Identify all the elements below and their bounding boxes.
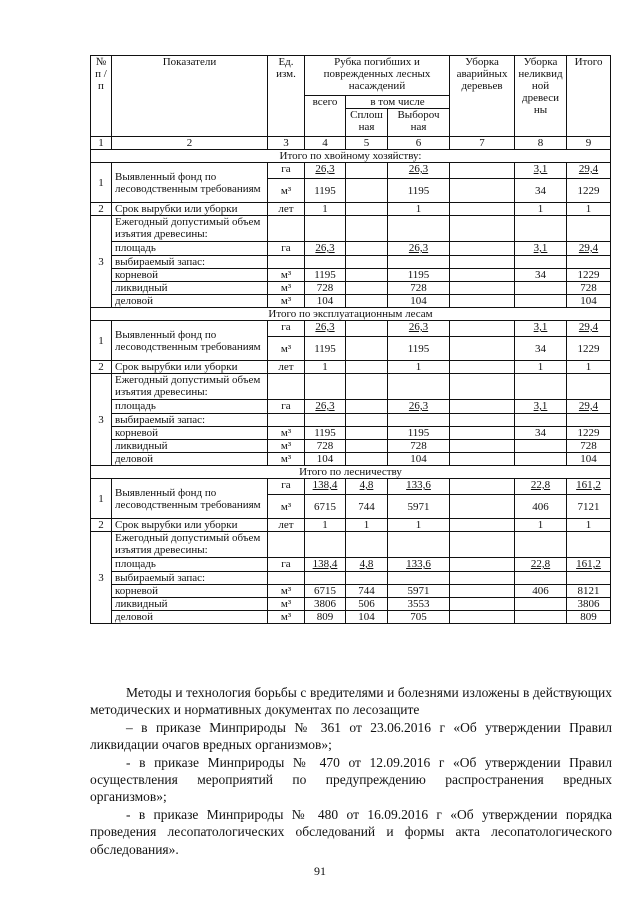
value-cell-sel: 1195 <box>388 179 450 203</box>
unit-cell: м³ <box>268 495 305 519</box>
label-liquid: ликвидный <box>112 598 268 611</box>
value-cell-total: 728 <box>305 440 346 453</box>
value-cell-emerg <box>450 374 515 400</box>
colnum: 9 <box>567 137 611 150</box>
value-cell-itogo: 3806 <box>567 598 611 611</box>
value-cell-emerg <box>450 572 515 585</box>
label-area: площадь <box>112 558 268 572</box>
value-cell-clear <box>346 269 388 282</box>
value-cell-emerg <box>450 203 515 216</box>
unit-cell: га <box>268 321 305 337</box>
value-cell-emerg <box>450 440 515 453</box>
value-cell-total <box>305 216 346 242</box>
value-cell-illiq <box>515 414 567 427</box>
header-num: № п / п <box>91 56 112 137</box>
value-cell-itogo: 161,2 <box>567 558 611 572</box>
header-felling: Рубка погибших и поврежденных лесных насаждений <box>305 56 450 96</box>
label-annual: Ежегодный допустимый объем изъятия древесины: <box>112 216 268 242</box>
value-cell-sel: 1195 <box>388 337 450 361</box>
value-cell-itogo: 7121 <box>567 495 611 519</box>
label-term: Срок вырубки или уборки <box>112 203 268 216</box>
unit-cell <box>268 414 305 427</box>
value-cell-sel: 5971 <box>388 495 450 519</box>
value-cell-emerg <box>450 400 515 414</box>
unit-cell: м³ <box>268 282 305 295</box>
value-cell-illiq: 3,1 <box>515 242 567 256</box>
value-cell-clear <box>346 295 388 308</box>
unit-cell: м³ <box>268 440 305 453</box>
value-cell-total: 1 <box>305 519 346 532</box>
unit-cell: м³ <box>268 453 305 466</box>
value-cell-sel: 3553 <box>388 598 450 611</box>
value-cell-emerg <box>450 269 515 282</box>
fund-ha-row <box>91 163 611 179</box>
value-cell-total <box>305 374 346 400</box>
value-cell-itogo <box>567 414 611 427</box>
area-row <box>91 242 611 256</box>
paragraph-order-361: – в приказе Минприроды № 361 от 23.06.2016 г «Об утверждении Правил ликвидации очагов вредных организмов»; <box>90 719 612 753</box>
unit-cell: м³ <box>268 585 305 598</box>
paragraph-methods: Методы и технология борьбы с вредителями и болезнями изложены в действующих методических и нормативных документах по лесозащите <box>90 685 612 718</box>
annual-row <box>91 532 611 558</box>
value-cell-illiq: 1 <box>515 203 567 216</box>
value-cell-clear <box>346 256 388 269</box>
term-row <box>91 203 611 216</box>
value-cell-emerg <box>450 611 515 624</box>
value-cell-illiq <box>515 572 567 585</box>
header-clear: Сплош ная <box>346 109 388 137</box>
value-cell-sel <box>388 532 450 558</box>
value-cell-itogo: 104 <box>567 295 611 308</box>
value-cell-total: 1195 <box>305 179 346 203</box>
value-cell-sel: 1 <box>388 361 450 374</box>
liquid-row <box>91 598 611 611</box>
value-cell-emerg <box>450 256 515 269</box>
value-cell-total <box>305 414 346 427</box>
value-cell-emerg <box>450 495 515 519</box>
value-cell-sel <box>388 572 450 585</box>
body-text <box>90 684 612 858</box>
value-cell-sel: 705 <box>388 611 450 624</box>
value-cell-illiq <box>515 598 567 611</box>
header-illiquid: Уборка неликвид ной древеси ны <box>515 56 567 137</box>
value-cell-clear <box>346 361 388 374</box>
root-row <box>91 269 611 282</box>
value-cell-clear <box>346 453 388 466</box>
value-cell-clear <box>346 374 388 400</box>
value-cell-illiq: 34 <box>515 427 567 440</box>
value-cell-sel: 104 <box>388 453 450 466</box>
value-cell-sel: 728 <box>388 282 450 295</box>
value-cell-sel: 5971 <box>388 585 450 598</box>
value-cell-emerg <box>450 321 515 337</box>
value-cell-itogo <box>567 256 611 269</box>
row-number: 3 <box>91 532 112 624</box>
value-cell-itogo <box>567 216 611 242</box>
value-cell-sel: 26,3 <box>388 321 450 337</box>
section-title: Итого по лесничеству <box>91 466 611 479</box>
value-cell-total: 138,4 <box>305 479 346 495</box>
column-numbers-row <box>91 137 611 150</box>
row-number: 2 <box>91 361 112 374</box>
value-cell-emerg <box>450 598 515 611</box>
annual-row <box>91 374 611 400</box>
forest-protection-table <box>90 55 611 624</box>
value-cell-total: 3806 <box>305 598 346 611</box>
value-cell-itogo: 1 <box>567 203 611 216</box>
value-cell-emerg <box>450 337 515 361</box>
value-cell-emerg <box>450 216 515 242</box>
value-cell-illiq: 3,1 <box>515 321 567 337</box>
unit-cell: м³ <box>268 427 305 440</box>
unit-cell: м³ <box>268 337 305 361</box>
value-cell-emerg <box>450 558 515 572</box>
value-cell-illiq <box>515 256 567 269</box>
value-cell-sel: 1195 <box>388 269 450 282</box>
value-cell-total: 1195 <box>305 337 346 361</box>
value-cell-total: 138,4 <box>305 558 346 572</box>
header-itogo: Итого <box>567 56 611 137</box>
liquid-row <box>91 282 611 295</box>
label-root: корневой <box>112 427 268 440</box>
unit-cell: лет <box>268 203 305 216</box>
header-total: всего <box>305 96 346 137</box>
value-cell-illiq <box>515 295 567 308</box>
unit-cell: м³ <box>268 295 305 308</box>
label-business: деловой <box>112 453 268 466</box>
value-cell-emerg <box>450 163 515 179</box>
colnum: 8 <box>515 137 567 150</box>
value-cell-clear: 744 <box>346 585 388 598</box>
label-harvest: выбираемый запас: <box>112 414 268 427</box>
value-cell-illiq <box>515 532 567 558</box>
value-cell-illiq: 22,8 <box>515 558 567 572</box>
value-cell-sel: 728 <box>388 440 450 453</box>
value-cell-itogo: 8121 <box>567 585 611 598</box>
value-cell-emerg <box>450 453 515 466</box>
value-cell-total: 1 <box>305 203 346 216</box>
value-cell-itogo: 29,4 <box>567 163 611 179</box>
value-cell-emerg <box>450 585 515 598</box>
liquid-row <box>91 440 611 453</box>
value-cell-sel <box>388 414 450 427</box>
value-cell-illiq: 3,1 <box>515 163 567 179</box>
value-cell-clear <box>346 400 388 414</box>
value-cell-clear <box>346 163 388 179</box>
colnum: 1 <box>91 137 112 150</box>
business-row <box>91 453 611 466</box>
value-cell-illiq <box>515 611 567 624</box>
annual-row <box>91 216 611 242</box>
label-fund: Выявленный фонд по лесоводственным требованиям <box>112 479 268 519</box>
value-cell-emerg <box>450 532 515 558</box>
label-fund: Выявленный фонд по лесоводственным требованиям <box>112 321 268 361</box>
unit-cell: га <box>268 242 305 256</box>
value-cell-emerg <box>450 179 515 203</box>
label-fund: Выявленный фонд по лесоводственным требованиям <box>112 163 268 203</box>
value-cell-itogo <box>567 532 611 558</box>
colnum: 7 <box>450 137 515 150</box>
value-cell-total: 1195 <box>305 427 346 440</box>
header-row-1 <box>91 56 611 96</box>
value-cell-sel: 26,3 <box>388 163 450 179</box>
label-root: корневой <box>112 585 268 598</box>
value-cell-sel: 1195 <box>388 427 450 440</box>
value-cell-sel: 1 <box>388 519 450 532</box>
value-cell-clear <box>346 532 388 558</box>
value-cell-total: 1195 <box>305 269 346 282</box>
unit-cell: лет <box>268 519 305 532</box>
value-cell-total: 104 <box>305 453 346 466</box>
value-cell-total: 1 <box>305 361 346 374</box>
section-title-row <box>91 308 611 321</box>
value-cell-itogo: 161,2 <box>567 479 611 495</box>
label-annual: Ежегодный допустимый объем изъятия древесины: <box>112 532 268 558</box>
row-number: 2 <box>91 203 112 216</box>
value-cell-sel: 26,3 <box>388 400 450 414</box>
value-cell-total <box>305 572 346 585</box>
value-cell-sel <box>388 374 450 400</box>
value-cell-illiq: 34 <box>515 337 567 361</box>
value-cell-clear <box>346 414 388 427</box>
value-cell-clear: 4,8 <box>346 558 388 572</box>
value-cell-total: 809 <box>305 611 346 624</box>
value-cell-clear <box>346 179 388 203</box>
value-cell-illiq <box>515 440 567 453</box>
label-annual: Ежегодный допустимый объем изъятия древесины: <box>112 374 268 400</box>
value-cell-clear: 4,8 <box>346 479 388 495</box>
unit-cell <box>268 374 305 400</box>
value-cell-total <box>305 256 346 269</box>
value-cell-itogo: 1 <box>567 361 611 374</box>
unit-cell <box>268 256 305 269</box>
value-cell-emerg <box>450 427 515 440</box>
business-row <box>91 295 611 308</box>
value-cell-total: 26,3 <box>305 242 346 256</box>
value-cell-sel <box>388 256 450 269</box>
unit-cell: лет <box>268 361 305 374</box>
value-cell-illiq: 34 <box>515 179 567 203</box>
value-cell-itogo: 29,4 <box>567 321 611 337</box>
label-term: Срок вырубки или уборки <box>112 519 268 532</box>
colnum: 4 <box>305 137 346 150</box>
page-number: 91 <box>314 864 326 878</box>
label-harvest: выбираемый запас: <box>112 256 268 269</box>
row-number: 3 <box>91 216 112 308</box>
unit-cell: га <box>268 558 305 572</box>
row-number: 1 <box>91 479 112 519</box>
value-cell-clear: 104 <box>346 611 388 624</box>
value-cell-illiq: 1 <box>515 519 567 532</box>
unit-cell: га <box>268 400 305 414</box>
value-cell-itogo: 728 <box>567 440 611 453</box>
unit-cell: м³ <box>268 598 305 611</box>
colnum: 6 <box>388 137 450 150</box>
row-number: 2 <box>91 519 112 532</box>
value-cell-itogo: 1229 <box>567 337 611 361</box>
label-liquid: ликвидный <box>112 440 268 453</box>
value-cell-clear <box>346 337 388 361</box>
value-cell-total: 6715 <box>305 495 346 519</box>
value-cell-clear <box>346 203 388 216</box>
colnum: 2 <box>112 137 268 150</box>
value-cell-sel: 1 <box>388 203 450 216</box>
value-cell-clear <box>346 216 388 242</box>
header-incl: в том числе <box>346 96 450 109</box>
unit-cell: га <box>268 479 305 495</box>
value-cell-illiq: 1 <box>515 361 567 374</box>
term-row <box>91 361 611 374</box>
business-row <box>91 611 611 624</box>
value-cell-total: 104 <box>305 295 346 308</box>
fund-ha-row <box>91 321 611 337</box>
harvest-row <box>91 256 611 269</box>
value-cell-itogo <box>567 572 611 585</box>
colnum: 3 <box>268 137 305 150</box>
value-cell-clear <box>346 282 388 295</box>
value-cell-total: 728 <box>305 282 346 295</box>
value-cell-sel <box>388 216 450 242</box>
value-cell-clear: 1 <box>346 519 388 532</box>
label-area: площадь <box>112 400 268 414</box>
term-row <box>91 519 611 532</box>
colnum: 5 <box>346 137 388 150</box>
value-cell-illiq <box>515 374 567 400</box>
value-cell-itogo: 29,4 <box>567 242 611 256</box>
fund-ha-row <box>91 479 611 495</box>
value-cell-illiq: 3,1 <box>515 400 567 414</box>
paragraph-order-470: - в приказе Минприроды № 470 от 12.09.2016 г «Об утверждении Правил осуществления мероприятий по предупреждению распространения вредных организмов»; <box>90 754 612 805</box>
unit-cell: м³ <box>268 611 305 624</box>
value-cell-emerg <box>450 414 515 427</box>
harvest-row <box>91 572 611 585</box>
unit-cell <box>268 572 305 585</box>
value-cell-illiq <box>515 453 567 466</box>
value-cell-itogo: 1 <box>567 519 611 532</box>
value-cell-total: 26,3 <box>305 163 346 179</box>
value-cell-total <box>305 532 346 558</box>
header-unit: Ед. изм. <box>268 56 305 137</box>
value-cell-emerg <box>450 479 515 495</box>
value-cell-itogo: 809 <box>567 611 611 624</box>
value-cell-illiq: 406 <box>515 585 567 598</box>
section-title-row <box>91 466 611 479</box>
label-business: деловой <box>112 611 268 624</box>
area-row <box>91 558 611 572</box>
value-cell-total: 26,3 <box>305 400 346 414</box>
value-cell-clear: 506 <box>346 598 388 611</box>
header-emergency: Уборка аварийных деревьев <box>450 56 515 137</box>
value-cell-total: 6715 <box>305 585 346 598</box>
value-cell-illiq: 406 <box>515 495 567 519</box>
header-selective: Выбороч ная <box>388 109 450 137</box>
unit-cell <box>268 532 305 558</box>
value-cell-itogo: 29,4 <box>567 400 611 414</box>
value-cell-illiq: 22,8 <box>515 479 567 495</box>
row-number: 1 <box>91 163 112 203</box>
label-term: Срок вырубки или уборки <box>112 361 268 374</box>
harvest-row <box>91 414 611 427</box>
value-cell-clear <box>346 572 388 585</box>
label-area: площадь <box>112 242 268 256</box>
root-row <box>91 427 611 440</box>
value-cell-sel: 133,6 <box>388 479 450 495</box>
value-cell-emerg <box>450 242 515 256</box>
row-number: 1 <box>91 321 112 361</box>
label-business: деловой <box>112 295 268 308</box>
label-liquid: ликвидный <box>112 282 268 295</box>
value-cell-itogo: 728 <box>567 282 611 295</box>
section-title: Итого по хвойному хозяйству: <box>91 150 611 163</box>
value-cell-sel: 133,6 <box>388 558 450 572</box>
value-cell-illiq: 34 <box>515 269 567 282</box>
row-number: 3 <box>91 374 112 466</box>
section-title-row <box>91 150 611 163</box>
value-cell-sel: 104 <box>388 295 450 308</box>
value-cell-total: 26,3 <box>305 321 346 337</box>
label-root: корневой <box>112 269 268 282</box>
area-row <box>91 400 611 414</box>
value-cell-itogo: 1229 <box>567 269 611 282</box>
value-cell-emerg <box>450 361 515 374</box>
value-cell-itogo: 1229 <box>567 427 611 440</box>
value-cell-sel: 26,3 <box>388 242 450 256</box>
unit-cell: м³ <box>268 179 305 203</box>
root-row <box>91 585 611 598</box>
value-cell-itogo: 104 <box>567 453 611 466</box>
paragraph-order-480: - в приказе Минприроды № 480 от 16.09.2016 г «Об утверждении порядка проведения лесопатологических обследований и формы акта лесопатологического обследования». <box>90 806 612 857</box>
value-cell-emerg <box>450 519 515 532</box>
value-cell-illiq <box>515 216 567 242</box>
unit-cell: га <box>268 163 305 179</box>
value-cell-clear <box>346 440 388 453</box>
section-title: Итого по эксплуатационным лесам <box>91 308 611 321</box>
value-cell-clear: 744 <box>346 495 388 519</box>
value-cell-clear <box>346 242 388 256</box>
value-cell-emerg <box>450 282 515 295</box>
value-cell-emerg <box>450 295 515 308</box>
unit-cell: м³ <box>268 269 305 282</box>
value-cell-illiq <box>515 282 567 295</box>
value-cell-itogo <box>567 374 611 400</box>
unit-cell <box>268 216 305 242</box>
label-harvest: выбираемый запас: <box>112 572 268 585</box>
header-indicators: Показатели <box>112 56 268 137</box>
value-cell-clear <box>346 321 388 337</box>
value-cell-clear <box>346 427 388 440</box>
value-cell-itogo: 1229 <box>567 179 611 203</box>
